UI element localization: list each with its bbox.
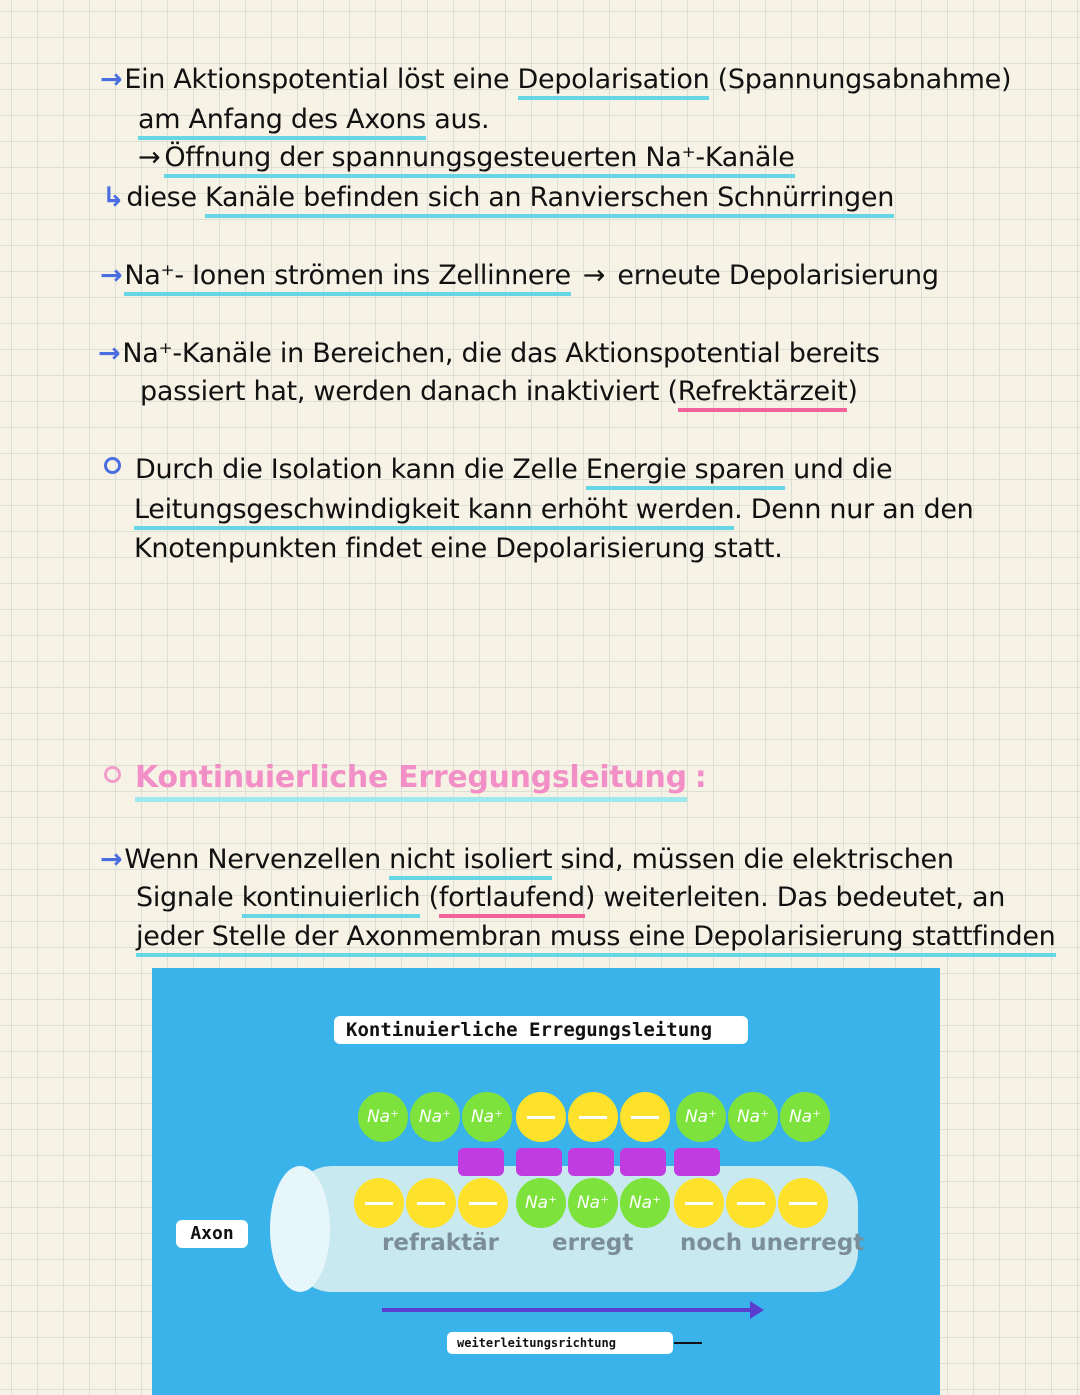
ion-channel <box>620 1148 666 1176</box>
note-line-6: →Na⁺-Kanäle in Bereichen, die das Aktionspotential bereits <box>98 338 880 369</box>
potassium-ion <box>620 1092 670 1142</box>
note-line-3: → Öffnung der spannungsgesteuerten Na⁺-Kanäle <box>138 142 795 173</box>
note-line-4: ↳diese Kanäle befinden sich an Ranvierschen Schnürringen <box>102 182 894 213</box>
note-line-2: am Anfang des Axons aus. <box>138 104 489 135</box>
state-refractory: refraktär <box>382 1230 499 1256</box>
arrow-icon: → <box>98 338 121 369</box>
arrow-icon: → <box>582 260 606 291</box>
potassium-ion <box>726 1178 776 1228</box>
section-heading: Kontinuierliche Erregungsleitung : <box>104 760 706 795</box>
axon-end <box>270 1166 330 1292</box>
conduction-diagram <box>152 968 940 1395</box>
sodium-ion: Na⁺ <box>568 1178 618 1228</box>
state-excited: erregt <box>552 1230 634 1256</box>
ion-channel <box>674 1148 720 1176</box>
ion-channel <box>458 1148 504 1176</box>
section-line-1: →Wenn Nervenzellen nicht isoliert sind, müssen die elektrischen <box>100 844 954 875</box>
section-line-3: jeder Stelle der Axonmembran muss eine Depolarisierung stattfinden <box>136 921 1056 952</box>
sodium-ion: Na⁺ <box>358 1092 408 1142</box>
direction-line <box>674 1342 702 1344</box>
arrow-icon: → <box>100 260 123 291</box>
ion-channel <box>516 1148 562 1176</box>
sodium-ion: Na⁺ <box>620 1178 670 1228</box>
arrow-icon: → <box>100 844 123 875</box>
sodium-ion: Na⁺ <box>728 1092 778 1142</box>
state-unexcited: noch unerregt <box>680 1230 865 1256</box>
sodium-ion: Na⁺ <box>410 1092 460 1142</box>
direction-label: weiterleitungsrichtung <box>447 1332 673 1354</box>
note-line-5: →Na⁺- Ionen strömen ins Zellinnere → erneute Depolarisierung <box>100 260 939 291</box>
axon-label: Axon <box>176 1220 248 1248</box>
potassium-ion <box>778 1178 828 1228</box>
note-line-7: passiert hat, werden danach inaktiviert (Refrektärzeit) <box>140 376 858 407</box>
bullet-icon <box>104 457 121 474</box>
note-line-8: Durch die Isolation kann die Zelle Energie sparen und die <box>104 454 892 485</box>
potassium-ion <box>516 1092 566 1142</box>
potassium-ion <box>406 1178 456 1228</box>
direction-arrow-icon <box>382 1308 754 1312</box>
bullet-icon <box>104 766 121 783</box>
potassium-ion <box>674 1178 724 1228</box>
arrow-icon: → <box>138 142 161 173</box>
corner-arrow-icon: ↳ <box>102 182 125 213</box>
potassium-ion <box>458 1178 508 1228</box>
note-line-10: Knotenpunkten findet eine Depolarisierung statt. <box>134 533 783 564</box>
note-line-9: Leitungsgeschwindigkeit kann erhöht werden. Denn nur an den <box>134 494 973 525</box>
potassium-ion <box>354 1178 404 1228</box>
sodium-ion: Na⁺ <box>780 1092 830 1142</box>
ion-channel <box>568 1148 614 1176</box>
arrow-icon: → <box>100 64 123 95</box>
diagram-title: Kontinuierliche Erregungsleitung <box>334 1016 748 1044</box>
sodium-ion: Na⁺ <box>462 1092 512 1142</box>
note-line-1: →Ein Aktionspotential löst eine Depolarisation (Spannungsabnahme) <box>100 64 1011 95</box>
potassium-ion <box>568 1092 618 1142</box>
sodium-ion: Na⁺ <box>516 1178 566 1228</box>
section-line-2: Signale kontinuierlich (fortlaufend) weiterleiten. Das bedeutet, an <box>136 882 1005 913</box>
sodium-ion: Na⁺ <box>676 1092 726 1142</box>
